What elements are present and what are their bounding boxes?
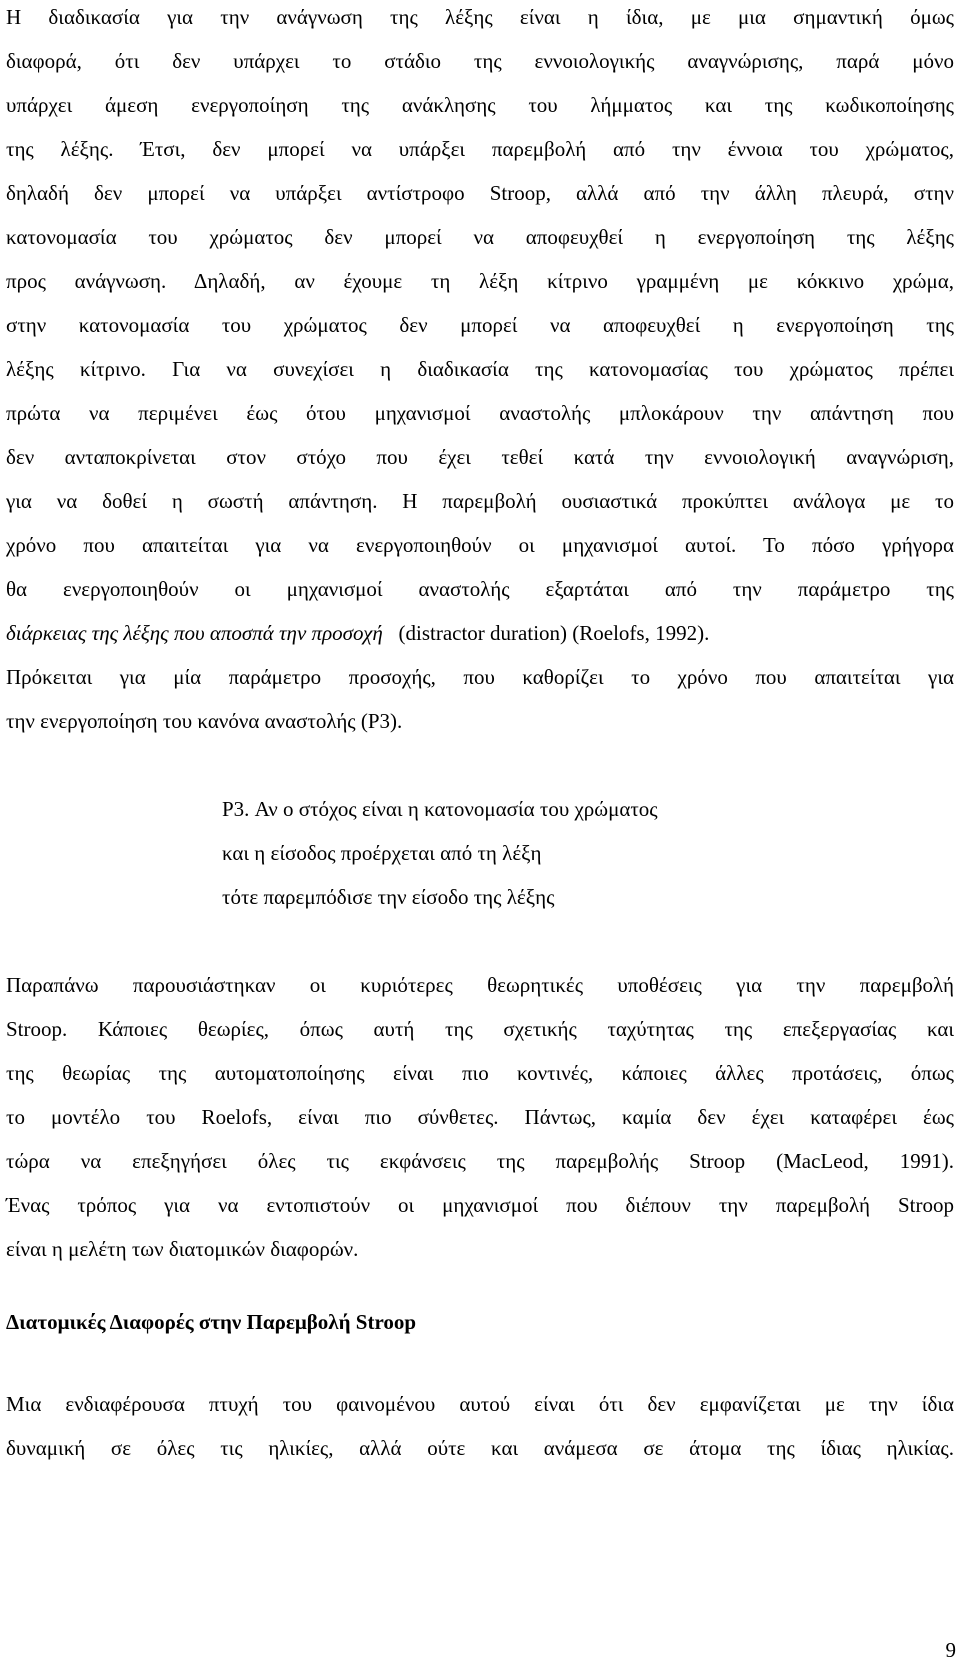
text-line: είναι η μελέτη των διατομικών διαφορών. [6, 1237, 359, 1261]
text-line: Stroop. Κάποιες θεωρίες, όπως αυτή της σχετικής ταχύτητας της επεξεργασίας και [6, 1017, 954, 1041]
text-line: της θεωρίας της αυτοματοποίησης είναι πιο κοντινές, κάποιες άλλες προτάσεις, όπως [6, 1061, 954, 1085]
rule-line: και η είσοδος προέρχεται από τη λέξη [222, 841, 542, 865]
text-line: πρώτα να περιμένει έως ότου μηχανισμοί αναστολής μπλοκάρουν την απάντηση που [6, 401, 954, 425]
text-line: δηλαδή δεν μπορεί να υπάρξει αντίστροφο Stroop, αλλά από την άλλη πλευρά, στην [6, 181, 954, 205]
rule-line: τότε παρεμπόδισε την είσοδο της λέξης [222, 885, 555, 909]
text-line: τώρα να επεξηγήσει όλες τις εκφάνσεις της παρεμβολής Stroop (MacLeod, 1991). [6, 1149, 954, 1173]
text-line: το μοντέλο του Roelofs, είναι πιο σύνθετες. Πάντως, καμία δεν έχει καταφέρει έως [6, 1105, 954, 1129]
text-line: διαφορά, ότι δεν υπάρχει το στάδιο της εννοιολογικής αναγνώρισης, παρά μόνο [6, 49, 954, 73]
text-line: θα ενεργοποιηθούν οι μηχανισμοί αναστολής εξαρτάται από την παράμετρο της [6, 577, 954, 601]
text-line: δεν ανταποκρίνεται στον στόχο που έχει τεθεί κατά την εννοιολογική αναγνώριση, [6, 445, 954, 469]
section-heading: Διατομικές Διαφορές στην Παρεμβολή Stroop [6, 1310, 417, 1334]
text-line: της λέξης. Έτσι, δεν μπορεί να υπάρξει παρεμβολή από την έννοια του χρώματος, [6, 137, 954, 161]
text-line: χρόνο που απαιτείται για να ενεργοποιηθούν οι μηχανισμοί αυτοί. Το πόσο γρήγορα [6, 533, 954, 557]
text-line: προς ανάγνωση. Δηλαδή, αν έχουμε τη λέξη κίτρινο γραμμένη με κόκκινο χρώμα, [6, 269, 954, 293]
text-line: λέξης κίτρινο. Για να συνεχίσει η διαδικασία της κατονομασίας του χρώματος πρέπει [6, 357, 954, 381]
text-line: δυναμική σε όλες τις ηλικίες, αλλά ούτε και ανάμεσα σε άτομα της ίδιας ηλικίας. [6, 1436, 954, 1460]
text-line: στην κατονομασία του χρώματος δεν μπορεί να αποφευχθεί η ενεργοποίηση της [6, 313, 954, 337]
text-line: Μια ενδιαφέρουσα πτυχή του φαινομένου αυτού είναι ότι δεν εμφανίζεται με την ίδια [6, 1392, 954, 1416]
text-line: κατονομασία του χρώματος δεν μπορεί να αποφευχθεί η ενεργοποίηση της λέξης [6, 225, 954, 249]
text-line: Η διαδικασία για την ανάγνωση της λέξης είναι η ίδια, με μια σημαντική όμως [6, 5, 954, 29]
text-line: την ενεργοποίηση του κανόνα αναστολής (P3). [6, 709, 403, 733]
text-line: Παραπάνω παρουσιάστηκαν οι κυριότερες θεωρητικές υποθέσεις για την παρεμβολή [6, 973, 954, 997]
rule-line: P3. Αν ο στόχος είναι η κατονομασία του χρώματος [222, 797, 658, 821]
citation-text: (distractor duration) (Roelofs, 1992). [398, 621, 710, 645]
italic-term: διάρκειας της λέξης που αποσπά την προσοχή [6, 621, 383, 645]
text-line: για να δοθεί η σωστή απάντηση. Η παρεμβολή ουσιαστικά προκύπτει ανάλογα με το [6, 489, 954, 513]
text-line: Ένας τρόπος για να εντοπιστούν οι μηχανισμοί που διέπουν την παρεμβολή Stroop [6, 1193, 954, 1217]
text-line: υπάρχει άμεση ενεργοποίηση της ανάκλησης του λήμματος και της κωδικοποίησης [6, 93, 954, 117]
text-line [6, 623, 954, 644]
text-line: Πρόκειται για μία παράμετρο προσοχής, που καθορίζει το χρόνο που απαιτείται για [6, 665, 954, 689]
page-number: 9 [945, 1638, 956, 1662]
